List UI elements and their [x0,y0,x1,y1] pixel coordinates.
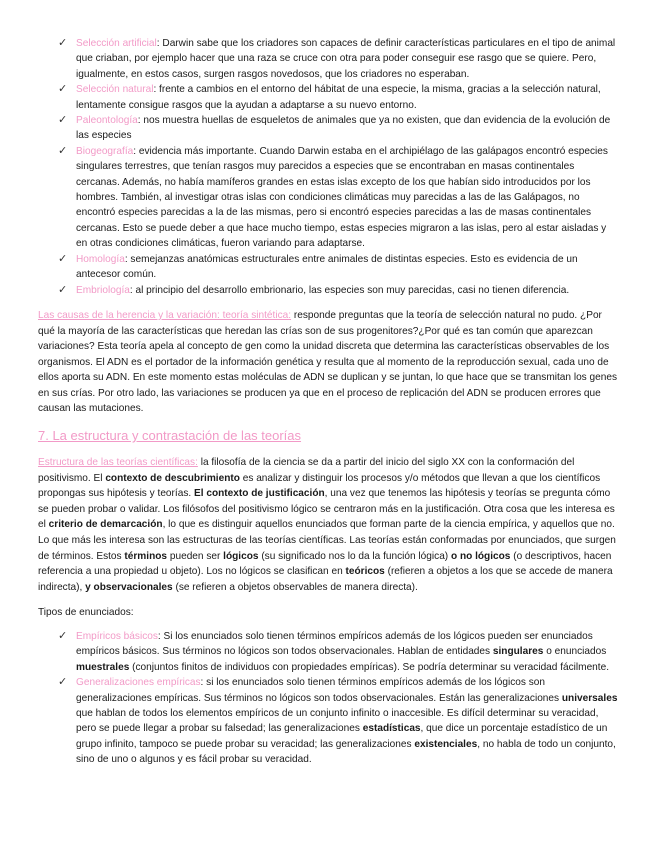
text-run: (o descriptivos, hacen referencia a una propiedad u objeto). Los no lógicos se clasifican en [38,550,612,578]
text-run: o enunciados [543,646,607,658]
text-run: : si los enunciados solo tienen términos empíricos además de los lógicos son generalizaciones empíricas. Sus términos no lógicos son todos observacionales. Están las generalizaciones [76,677,562,704]
term-label: Biogeografía [76,145,134,157]
text-run: : Si los enunciados solo tienen términos empíricos además de los lógicos pueden ser enunciados empíricos básicos. Sus términos no lógicos son todos observacionales. Hablan de entidades [76,631,593,658]
term-label: Selección artificial [76,38,157,49]
bold-run: lógicos [223,550,259,562]
term-label: Empíricos básicos [76,631,158,642]
checkmark-icon: ✓ [58,114,68,127]
estructura-paragraph [38,455,618,595]
text-run: la filosofía de la ciencia se da a partir del inicio del siglo XX con la conformación del positivismo. El [38,457,575,484]
list-item [38,629,618,675]
causas-text: responde preguntas que la teoría de selección natural no pudo. ¿Por qué la mayoría de las características que heredan las crías son de sus progenitores?¿Por qué es tan común que aparezcan variaciones? Esta teoría apela al concepto de gen como la unidad discreta que determina las características observables de los organismos. El ADN es el portador de la información genética y resulta que al momento de la reproducción sexual, cada uno de ellos aporta su ADN. En este momento estas moléculas de ADN se duplican y se juntan, lo que hace que se transmitan los genes en sus crías. Por otro lado, las variaciones se producen ya que en el proceso de replicación del ADN se producen errores que causan las mutaciones. [38,309,618,415]
term-label: Homología [76,253,125,265]
section-heading: 7. La estructura y contrastación de las teorías [38,428,302,444]
list-item [38,252,618,283]
list-item [38,113,618,144]
item-text: : semejanzas anatómicas estructurales entre animales de distintas especies. Esto es evidencia de un antecesor común. [76,253,578,281]
bold-run: universales [561,692,618,704]
bold-run: términos [124,550,168,562]
text-run: , que dice un porcentaje estadístico de un grupo infinito, tampoco se puede probar su veracidad; las generalizaciones [76,723,608,750]
checkmark-icon: ✓ [58,283,68,296]
text-run: , una vez que tenemos las hipótesis y teorías se pregunta cómo se pueden probar o validar. Los filósofos del positivismo lógico se centraron más en la justificación. Otra cosa que les interesa es el [38,488,615,531]
term-label: Embriología [76,284,130,296]
text-run: (se refieren a objetos observables de manera directa). [172,581,418,593]
bold-run: contexto de descubrimiento [105,472,240,484]
bold-run: criterio de demarcación [48,519,163,531]
list-item [38,283,618,298]
item-text: : Darwin sabe que los criadores son capaces de definir características particulares en el tipo de animal que criaban, por ejemplo hacer que una raza se cruce con otra para poder conseguir ese rasgo que se quiere. Pero, igualmente, en estos casos, surgen rasgos novedosos, que los criadores no esperaban. [76,38,616,80]
text-run: que hablan de todos los elementos empíricos de un conjunto infinito o inaccesible. Es difícil determinar su veracidad, pero se puede llegar a probar su falsedad; las generalizaciones [76,708,599,735]
checkmark-icon: ✓ [58,144,68,157]
bold-run: y observacionales [85,581,173,593]
checkmark-icon: ✓ [58,252,68,265]
bold-run: o no lógicos [450,550,511,562]
item-text: : nos muestra huellas de esqueletos de animales que ya no existen, que dan evidencia de la evolución de las especies [76,115,611,142]
evidence-list [38,36,618,298]
list-item [38,675,618,767]
text-run: pueden ser [167,550,224,562]
text-run: , no habla de todo un conjunto, sino de uno o algunos y es fácil probar su veracidad. [76,738,616,766]
item-text: : evidencia más importante. Cuando Darwin estaba en el archipiélago de las galápagos encontró especies singulares terrestres, que tenían rasgos muy parecidos a especies que se encontraban en masas continentales cercanas. Además, no había mamíferos grandes en estas islas excepto de los que habían sido introducidos por los hombres. También, al investigar otras islas con condiciones climáticas muy parecidas a las de las Galápagos, no encontró especies parecidas a la de las mismas, pero si encontró especies parecidas a las de masas continentales cercanas. Esto se puede deber a que hace mucho tiempo, estas especies migraron a las islas, pero al estar aisladas y en otras condiciones climáticas, fueron variando para adaptarse. [76,145,608,250]
checkmark-icon: ✓ [58,676,68,689]
estructura-term: Estructura de las teorías científicas: [38,457,198,469]
term-label: Paleontología [76,115,138,127]
list-item [38,144,618,252]
tipos-label: Tipos de enunciados: [38,607,134,619]
term-label: Generalizaciones empíricas [76,677,201,689]
bold-run: El contexto de justificación [193,488,325,500]
list-item [38,36,618,82]
causas-term: Las causas de la herencia y la variación: teoría sintética: [38,309,292,321]
bold-run: estadísticas [362,723,421,735]
bold-run: muestrales [76,661,130,673]
bold-run: existenciales [414,738,478,750]
item-text: : frente a cambios en el entorno del hábitat de una especie, la misma, gracias a la selección natural, lentamente consigue rasgos que la ayudan a adaptarse a su nuevo entorno. [76,84,601,111]
item-text: : al principio del desarrollo embrionario, las especies son muy parecidas, casi no tienen diferencia. [129,284,570,296]
tipos-list [38,629,618,768]
checkmark-icon: ✓ [58,83,68,96]
text-run: , lo que es distinguir aquellos enunciados que forman parte de la ciencia empírica, y aquellos que no. Lo que más les interesa son las estructuras de las teorías científicas. Las teorías están conformadas por enunciados, que surgen de términos. Estos [38,519,616,562]
checkmark-icon: ✓ [58,630,68,642]
term-label: Selección natural [76,84,154,96]
text-run: (conjuntos finitos de individuos con propiedades empíricas). Se podría determinar su veracidad fácilmente. [129,661,610,673]
causas-paragraph [38,308,618,417]
document-page [38,36,618,768]
checkmark-icon: ✓ [58,37,68,49]
text-run: (su significado nos lo da la función lógica) [258,550,451,562]
list-item [38,82,618,113]
bold-run: singulares [492,646,544,658]
bold-run: teóricos [345,566,385,578]
text-run: es analizar y distinguir los procesos y/o métodos que llevan a que los científicos propongas sus hipótesis y teorías. [38,472,601,500]
text-run: (refieren a objetos a los que se accede de manera indirecta), [38,566,613,593]
